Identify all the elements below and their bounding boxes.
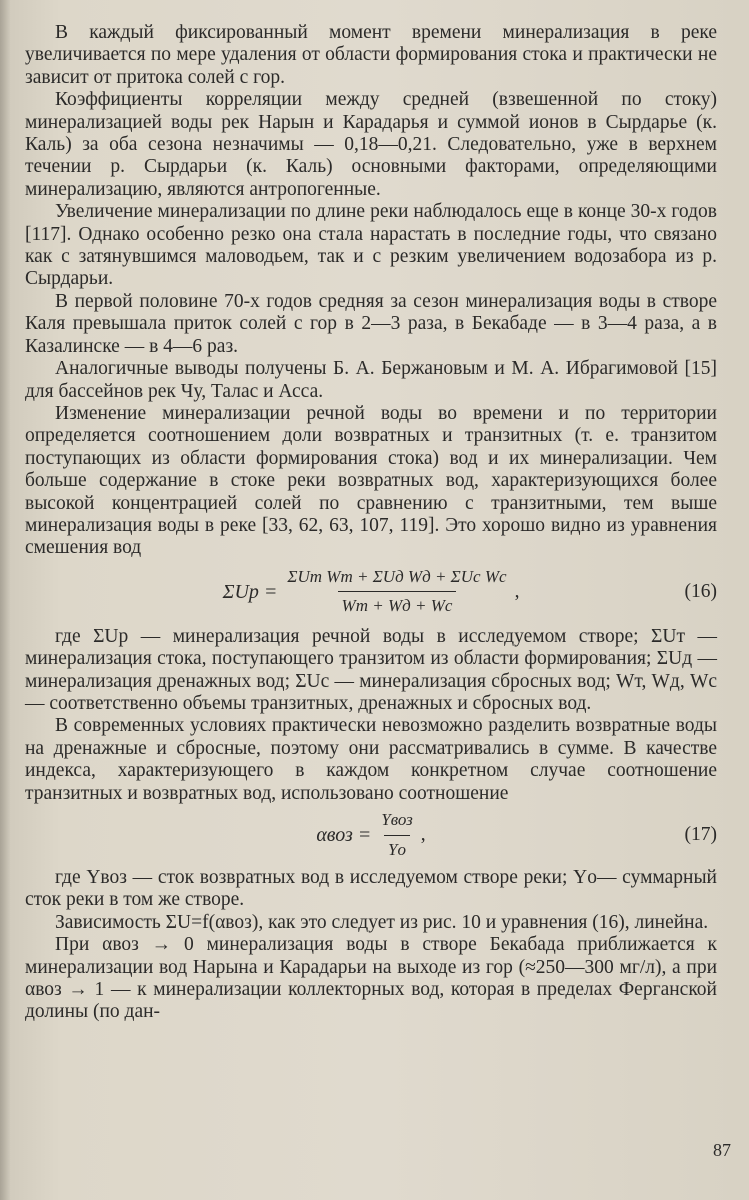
paragraph-8: В современных условиях практически невозможно разделить возвратные воды на дренажные и сбросные, поэтому они рассматривались в сумме. В качестве индекса, характеризующего в каждом конкретном случае соотношение транзитных и возвратных вод, использовано соотношение [25, 715, 717, 804]
equation-17-lhs: αвоз = [316, 823, 372, 846]
equation-17-number: (17) [684, 823, 717, 845]
equation-16-comma: , [514, 580, 520, 602]
equation-16-number: (16) [684, 580, 717, 602]
paragraph-5: Аналогичные выводы получены Б. А. Бержановым и М. А. Ибрагимовой [15] для бассейнов рек Чу, Талас и Асса. [25, 358, 717, 402]
paragraph-4: В первой половине 70-х годов средняя за сезон минерализация воды в створе Каля превышала приток солей с гор в 2—3 раза, в Бекабаде — в 3—4 раза, а в Казалинске — в 4—6 раз. [25, 290, 717, 357]
equation-16-denominator: Wт + Wд + Wс [338, 591, 457, 617]
equation-16-numerator: ΣUт Wт + ΣUд Wд + ΣUс Wс [287, 566, 507, 586]
paragraph-9: где Yвоз — сток возвратных вод в исследуемом створе реки; Yо— суммарный сток реки в том же створе. [25, 867, 717, 911]
paragraph-3: Увеличение минерализации по длине реки наблюдалось еще в конце 30-х годов [117]. Однако особенно резко она стала нарастать в последние годы, что связано как с затянувшимся маловодьем, так и с резким увеличением водозабора из р. Сырдарьи. [25, 201, 717, 290]
paragraph-2: Коэффициенты корреляции между средней (взвешенной по стоку) минерализацией воды рек Нарын и Карадарья и суммой ионов в Сырдарье (к. Каль) за оба сезона незначимы — 0,18—0,21. Следовательно, уже в верхнем течении р. Сырдарьи (к. Каль) основными факторами, определяющими минерализацию, являются антропогенные. [25, 89, 717, 200]
equation-17-numerator: Yвоз [381, 810, 413, 830]
page-number: 87 [713, 1140, 731, 1160]
equation-16-lhs: ΣUр = [222, 580, 278, 603]
body-text [25, 22, 717, 1024]
equation-16 [25, 562, 717, 622]
equation-17-comma: , [420, 823, 426, 845]
paragraph-7: где ΣUр — минерализация речной воды в исследуемом створе; ΣUт — минерализация стока, поступающего транзитом из области формирования; ΣUд — минерализация дренажных вод; ΣUс — минерализация сбросных вод; Wт, Wд, Wс— соответственно объемы транзитных, дренажных и сбросных вод. [25, 625, 717, 714]
equation-17-fraction [377, 809, 417, 861]
paragraph-6: Изменение минерализации речной воды во времени и по территории определяется соотношением доли возвратных и транзитных (т. е. транзитом поступающих из области формирования стока) вод и их минерализации. Чем больше содержание в стоке реки возвратных вод, характеризующихся более высокой концентрацией солей по сравнению с транзитными, тем выше минерализация воды в реке [33, 62, 63, 107, 119]. Это хорошо видно из уравнения смешения вод [25, 402, 717, 559]
paragraph-11: При αвоз → 0 минерализация воды в створе Бекабада приближается к минерализации вод Нарына и Карадарьи на выходе из гор (≈250—300 мг/л), а при αвоз → 1 — к минерализации коллекторных вод, которая в пределах Ферганской долины (по дан- [25, 934, 717, 1023]
equation-17 [25, 807, 717, 863]
paragraph-1: В каждый фиксированный момент времени минерализация в реке увеличивается по мере удаления от области формирования стока и практически не зависит от притока солей с гор. [25, 22, 717, 88]
paragraph-10: Зависимость ΣU=f(αвоз), как это следует из рис. 10 и уравнения (16), линейна. [55, 911, 709, 933]
equation-17-denominator: Yо [384, 835, 410, 861]
book-spine-shadow [0, 0, 10, 1200]
equation-16-fraction [283, 566, 510, 618]
